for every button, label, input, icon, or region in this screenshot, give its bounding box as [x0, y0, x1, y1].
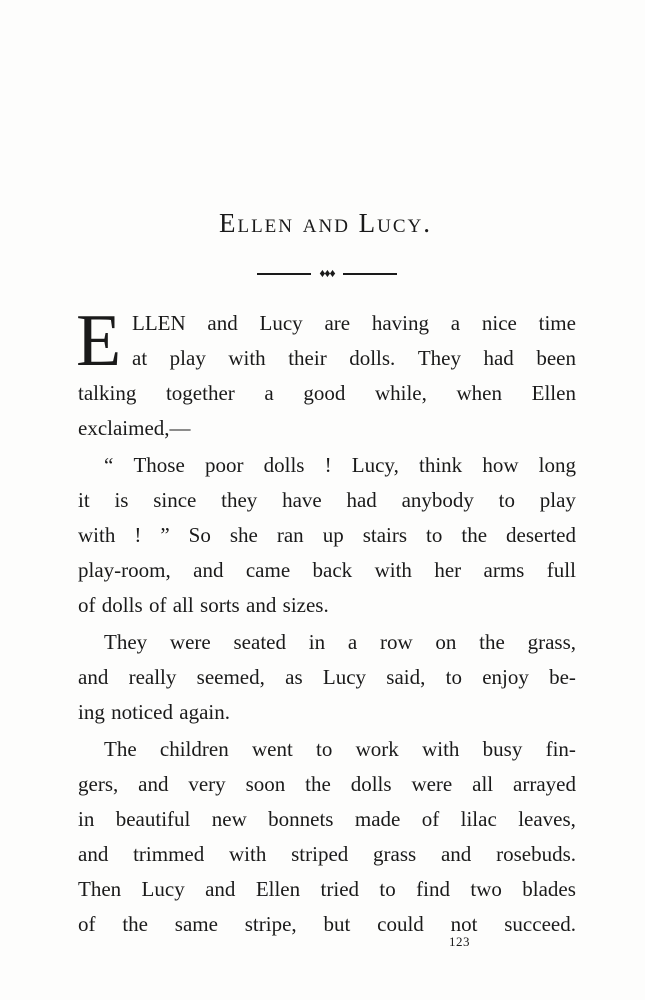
text-line — [78, 660, 576, 695]
word: fin- — [545, 737, 576, 761]
word: while, — [374, 381, 427, 405]
word: gers, — [78, 772, 119, 796]
word: her — [434, 558, 462, 582]
word: to — [445, 665, 462, 689]
word: arrayed — [513, 772, 576, 796]
word: good — [303, 381, 346, 405]
text-line — [78, 907, 576, 942]
word: The — [104, 737, 137, 761]
word: the — [461, 523, 488, 547]
word: play — [169, 346, 206, 370]
word: “ — [104, 453, 114, 477]
word: made — [354, 807, 401, 831]
word: dolls — [350, 772, 392, 796]
word: the — [305, 772, 331, 796]
word: two — [470, 877, 502, 901]
word: trimmed — [133, 842, 205, 866]
word: Ellen — [531, 381, 576, 405]
word: ” — [160, 523, 170, 547]
drop-cap: E — [76, 300, 122, 382]
word: and — [78, 842, 109, 866]
word: all — [472, 772, 494, 796]
word: she — [229, 523, 258, 547]
word: deserted — [506, 523, 576, 547]
page-number: 123 — [449, 934, 470, 949]
word: to — [426, 523, 443, 547]
ornament-rule-right — [343, 273, 397, 275]
word: are — [324, 311, 351, 335]
word: with — [228, 346, 266, 370]
text-line — [78, 588, 576, 623]
word: grass — [373, 842, 417, 866]
text-line — [78, 695, 576, 730]
ornament-dots: ♦♦♦ — [319, 266, 335, 280]
word: of — [78, 593, 96, 617]
text-line — [78, 802, 576, 837]
text-line — [78, 553, 576, 588]
word: of — [421, 807, 440, 831]
chapter-title: Ellen and Lucy. — [218, 208, 433, 238]
word: time — [538, 311, 576, 335]
word: to — [379, 877, 396, 901]
text-line — [78, 837, 576, 872]
word: but — [323, 912, 351, 936]
word: long — [538, 453, 576, 477]
word: with — [229, 842, 267, 866]
word: anybody — [401, 488, 474, 512]
word: play-room, — [78, 558, 171, 582]
word: all — [172, 593, 194, 617]
text-line — [78, 625, 576, 660]
word: with — [374, 558, 412, 582]
word: and — [193, 558, 224, 582]
word: bonnets — [268, 807, 334, 831]
word: were — [411, 772, 453, 796]
word: succeed. — [504, 912, 576, 936]
word: leaves, — [518, 807, 576, 831]
word: and — [440, 842, 472, 866]
word: to — [316, 737, 333, 761]
text-line — [78, 341, 576, 376]
word: of — [148, 593, 167, 617]
text-line — [78, 767, 576, 802]
word: new — [211, 807, 247, 831]
word: in — [308, 630, 326, 654]
word: LLEN — [132, 311, 186, 335]
word: ing — [78, 700, 105, 724]
word: think — [418, 453, 463, 477]
word: arms — [483, 558, 525, 582]
text-line — [78, 732, 576, 767]
word: with — [422, 737, 460, 761]
word: stripe, — [244, 912, 297, 936]
word: enjoy — [482, 665, 529, 689]
word: seemed, — [196, 665, 265, 689]
word: Lucy — [141, 877, 185, 901]
word: were — [169, 630, 211, 654]
word: and — [207, 311, 238, 335]
word: together — [165, 381, 235, 405]
word: So — [188, 523, 211, 547]
word: They — [417, 346, 461, 370]
word: had — [483, 346, 514, 370]
word: came — [245, 558, 291, 582]
word: Those — [133, 453, 185, 477]
word: Then — [78, 877, 122, 901]
word: sorts — [200, 593, 240, 617]
word: and — [246, 593, 277, 617]
word: had — [346, 488, 377, 512]
word: ran — [276, 523, 304, 547]
word: up — [322, 523, 344, 547]
word: a — [450, 311, 461, 335]
word: work — [355, 737, 399, 761]
word: tried — [320, 877, 360, 901]
word: not — [450, 912, 478, 936]
word: Lucy — [259, 311, 303, 335]
word: and — [205, 877, 236, 901]
word: they — [221, 488, 258, 512]
word: in — [78, 807, 95, 831]
word: a — [347, 630, 358, 654]
word: lilac — [460, 807, 497, 831]
word: poor — [204, 453, 244, 477]
word: They — [104, 630, 148, 654]
word: dolls — [263, 453, 305, 477]
word: grass, — [527, 630, 576, 654]
word: said, — [386, 665, 426, 689]
word: ! — [134, 523, 142, 547]
word: row — [379, 630, 413, 654]
word: having — [371, 311, 429, 335]
word: noticed — [111, 700, 173, 724]
ornament-rule-left — [257, 273, 311, 275]
word: when — [456, 381, 502, 405]
word: how — [482, 453, 519, 477]
word: of — [78, 912, 96, 936]
word: and — [138, 772, 169, 796]
word: dolls. — [349, 346, 396, 370]
word: back — [312, 558, 353, 582]
word: Lucy, — [351, 453, 399, 477]
word: very — [188, 772, 226, 796]
word: to — [498, 488, 516, 512]
word: and — [78, 665, 109, 689]
word: beautiful — [115, 807, 191, 831]
word: is — [114, 488, 129, 512]
word: a — [264, 381, 274, 405]
text-line — [78, 518, 576, 553]
text-line — [78, 448, 576, 483]
word: stairs — [362, 523, 408, 547]
word: dolls — [101, 593, 143, 617]
word: really — [128, 665, 177, 689]
word: be- — [549, 665, 576, 689]
word: could — [377, 912, 424, 936]
word: been — [536, 346, 576, 370]
word: the — [479, 630, 505, 654]
word: talking — [78, 381, 137, 405]
word: it — [78, 488, 90, 512]
word: at — [132, 346, 148, 370]
body-text — [76, 300, 576, 942]
word: blades — [522, 877, 576, 901]
word: Lucy — [322, 665, 367, 689]
word: Ellen — [255, 877, 301, 901]
word: busy — [482, 737, 523, 761]
word: soon — [245, 772, 286, 796]
text-line — [78, 483, 576, 518]
word: same — [174, 912, 218, 936]
word: their — [288, 346, 327, 370]
word: striped — [291, 842, 349, 866]
word: have — [282, 488, 322, 512]
word: again. — [179, 700, 230, 724]
text-line — [78, 376, 576, 411]
text-line — [78, 872, 576, 907]
text-line — [78, 306, 576, 341]
title-ornament — [257, 266, 397, 280]
word: on — [435, 630, 457, 654]
word: sizes. — [282, 593, 329, 617]
word: children — [159, 737, 229, 761]
word: find — [416, 877, 450, 901]
word: ! — [324, 453, 332, 477]
word: went — [251, 737, 293, 761]
text-line — [78, 411, 576, 446]
word: exclaimed,— — [78, 416, 191, 440]
word: nice — [481, 311, 517, 335]
word: play — [539, 488, 576, 512]
word: the — [122, 912, 148, 936]
word: as — [285, 665, 303, 689]
word: rosebuds. — [496, 842, 576, 866]
word: with — [78, 523, 116, 547]
word: since — [153, 488, 197, 512]
word: full — [546, 558, 576, 582]
word: seated — [233, 630, 286, 654]
